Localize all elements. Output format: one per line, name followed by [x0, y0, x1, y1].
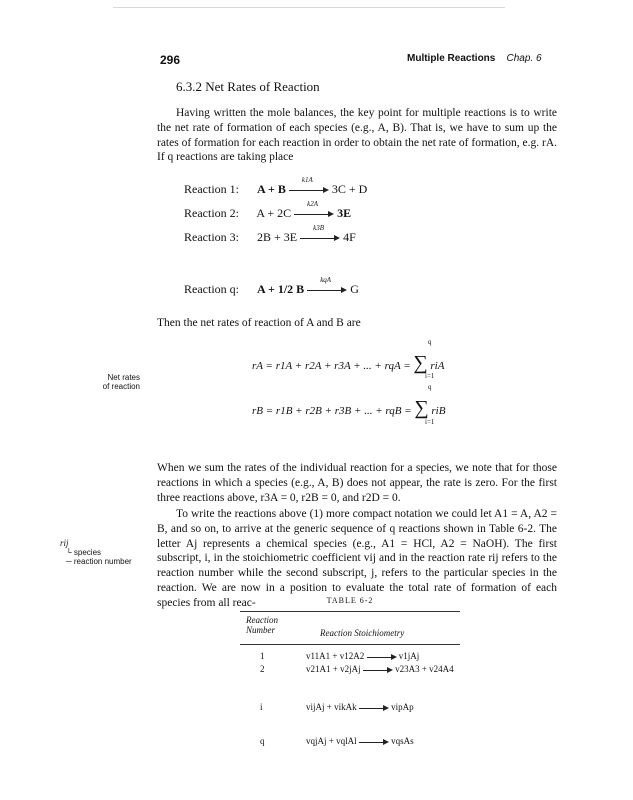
reaction-arrow — [294, 200, 334, 219]
reaction-label: Reaction 2: — [184, 206, 239, 220]
row-arrow — [359, 737, 389, 747]
row-lhs: vijAj + vikAk — [306, 702, 357, 712]
reaction-q — [184, 276, 359, 297]
rate-constant: kqA — [320, 276, 332, 285]
margin-reaction: ─ reaction number — [66, 557, 132, 566]
equation-lhs: rA = r1A + r2A + r3A + ... + rqA = — [252, 360, 414, 372]
reaction-lhs: 2B + 3E — [257, 230, 298, 244]
equation-rb — [252, 397, 445, 420]
reaction-rhs: 3E — [337, 206, 352, 220]
p3-line: position to evaluate the total rate of formation of each species from all reac- — [157, 581, 558, 609]
margin-note-net-rates — [60, 373, 140, 391]
p1-line: to write the net rate of formation of each species (e.g., A, B). That is, we have — [157, 107, 557, 134]
page-number: 296 — [160, 53, 181, 67]
table-row — [306, 664, 454, 675]
header-line: Number — [246, 625, 275, 635]
p1-line: Having written the mole balances, the key point for multiple reactions is — [176, 107, 518, 119]
p3-line: A1 = HCl, A2 = NaOH). The first subscript, i, in the stoichiometric coefficient — [157, 537, 557, 565]
row-rhs: vqsAs — [391, 736, 414, 746]
then-text: Then the net rates of reaction of A and B are — [157, 317, 361, 329]
table-row — [306, 736, 414, 747]
table-caption: TABLE 6-2 — [326, 596, 374, 605]
margin-line: of reaction — [102, 382, 140, 391]
margin-line: Net rates — [107, 373, 140, 382]
sum-lower-limit: i=1 — [425, 418, 435, 426]
rate-constant: k2A — [307, 200, 319, 209]
margin-note-rij — [60, 538, 132, 566]
row-rhs: v1jAj — [398, 651, 420, 661]
reaction-lhs: A + B — [257, 182, 286, 196]
table-header-number — [246, 615, 278, 635]
running-header — [407, 53, 542, 64]
reaction-rhs: G — [350, 282, 359, 296]
sum-upper-limit: q — [428, 383, 432, 391]
table-header-stoich: Reaction Stoichiometry — [320, 628, 405, 638]
margin-species: └ species — [66, 548, 102, 557]
sum-lower-limit: i=1 — [425, 372, 435, 380]
p3-line: subscript, j, refers to the particular species in the reaction. We are now in a — [157, 567, 557, 594]
paragraph-2 — [157, 461, 557, 505]
p1-line: to sum up the rates of formation for each reaction in order to obtain the net — [157, 121, 558, 149]
reaction-arrow — [307, 276, 347, 295]
header-line: Reaction — [246, 615, 278, 625]
p3-line: vij and in the reaction rate rij refers to the reaction number while the second — [157, 552, 557, 580]
running-title: Multiple Reactions — [407, 53, 496, 64]
rate-constant: k3B — [313, 224, 324, 233]
sigma-icon: ∑ — [413, 352, 428, 374]
row-rhs: v23A3 + v24A4 — [395, 664, 454, 674]
row-lhs: v11A1 + v12A2 — [306, 651, 365, 661]
p2-line: zero. For the first three reactions above, r3A = 0, r2B = 0, and r2D = 0. — [157, 476, 558, 504]
table-row-number: 1 — [260, 651, 265, 661]
reaction-2 — [184, 200, 352, 221]
reaction-label: Reaction 1: — [184, 182, 239, 196]
margin-symbol: rij — [60, 538, 69, 548]
p3-line: To write the reactions above (1) more compact notation we could let — [176, 508, 492, 520]
top-rule — [113, 7, 505, 8]
table-row-number: 2 — [260, 664, 265, 674]
p2-line: for those reactions in which a species (e.g., A, B) does not appear, the rate is — [157, 462, 557, 489]
reaction-label: Reaction q: — [184, 282, 239, 296]
reaction-rhs: 3C + D — [331, 182, 368, 196]
row-arrow — [363, 665, 393, 675]
section-title: 6.3.2 Net Rates of Reaction — [176, 79, 320, 94]
reaction-lhs: A + 1/2 B — [257, 282, 305, 296]
reaction-label: Reaction 3: — [184, 230, 239, 244]
p3-line: shown in Table 6-2. The letter Aj represents a chemical species (e.g., — [157, 522, 557, 550]
p1-line: rate of formation, e.g. rA. If q reactions are taking place — [157, 136, 557, 164]
table-row — [306, 651, 419, 662]
p3-line: A1 = A, A2 = B, and so on, to arrive at the generic sequence of q reactions — [157, 508, 557, 535]
reaction-3 — [184, 224, 356, 245]
equation-term: riB — [431, 405, 446, 417]
reaction-lhs: A + 2C — [256, 206, 292, 220]
table-6-2 — [240, 596, 460, 756]
row-lhs: v21A1 + v2jAj — [306, 664, 361, 674]
p2-line: When we sum the rates of the individual reaction for a species, we note that — [157, 462, 513, 474]
equation-term: riA — [430, 360, 445, 372]
table-rule — [240, 611, 460, 612]
row-rhs: vipAp — [391, 702, 414, 712]
reaction-arrow — [289, 176, 329, 195]
table-rule — [240, 644, 460, 645]
row-arrow — [359, 703, 389, 713]
row-arrow — [367, 652, 397, 662]
sum-upper-limit: q — [428, 338, 432, 346]
equation-lhs: rB = r1B + r2B + r3B + ... + rqB = — [252, 405, 415, 417]
table-row-number: i — [260, 702, 263, 712]
paragraph-1 — [157, 106, 557, 165]
equation-ra — [252, 352, 444, 375]
sigma-icon: ∑ — [414, 397, 429, 419]
reaction-rhs: 4F — [343, 230, 356, 244]
chapter-label: Chap. 6 — [506, 53, 542, 64]
row-lhs: vqjAj + vqlAl — [306, 736, 357, 746]
table-row — [306, 702, 414, 713]
table-row-number: q — [260, 736, 265, 746]
reaction-arrow — [300, 224, 340, 243]
reaction-1 — [184, 176, 368, 197]
rate-constant: k1A — [301, 176, 313, 185]
